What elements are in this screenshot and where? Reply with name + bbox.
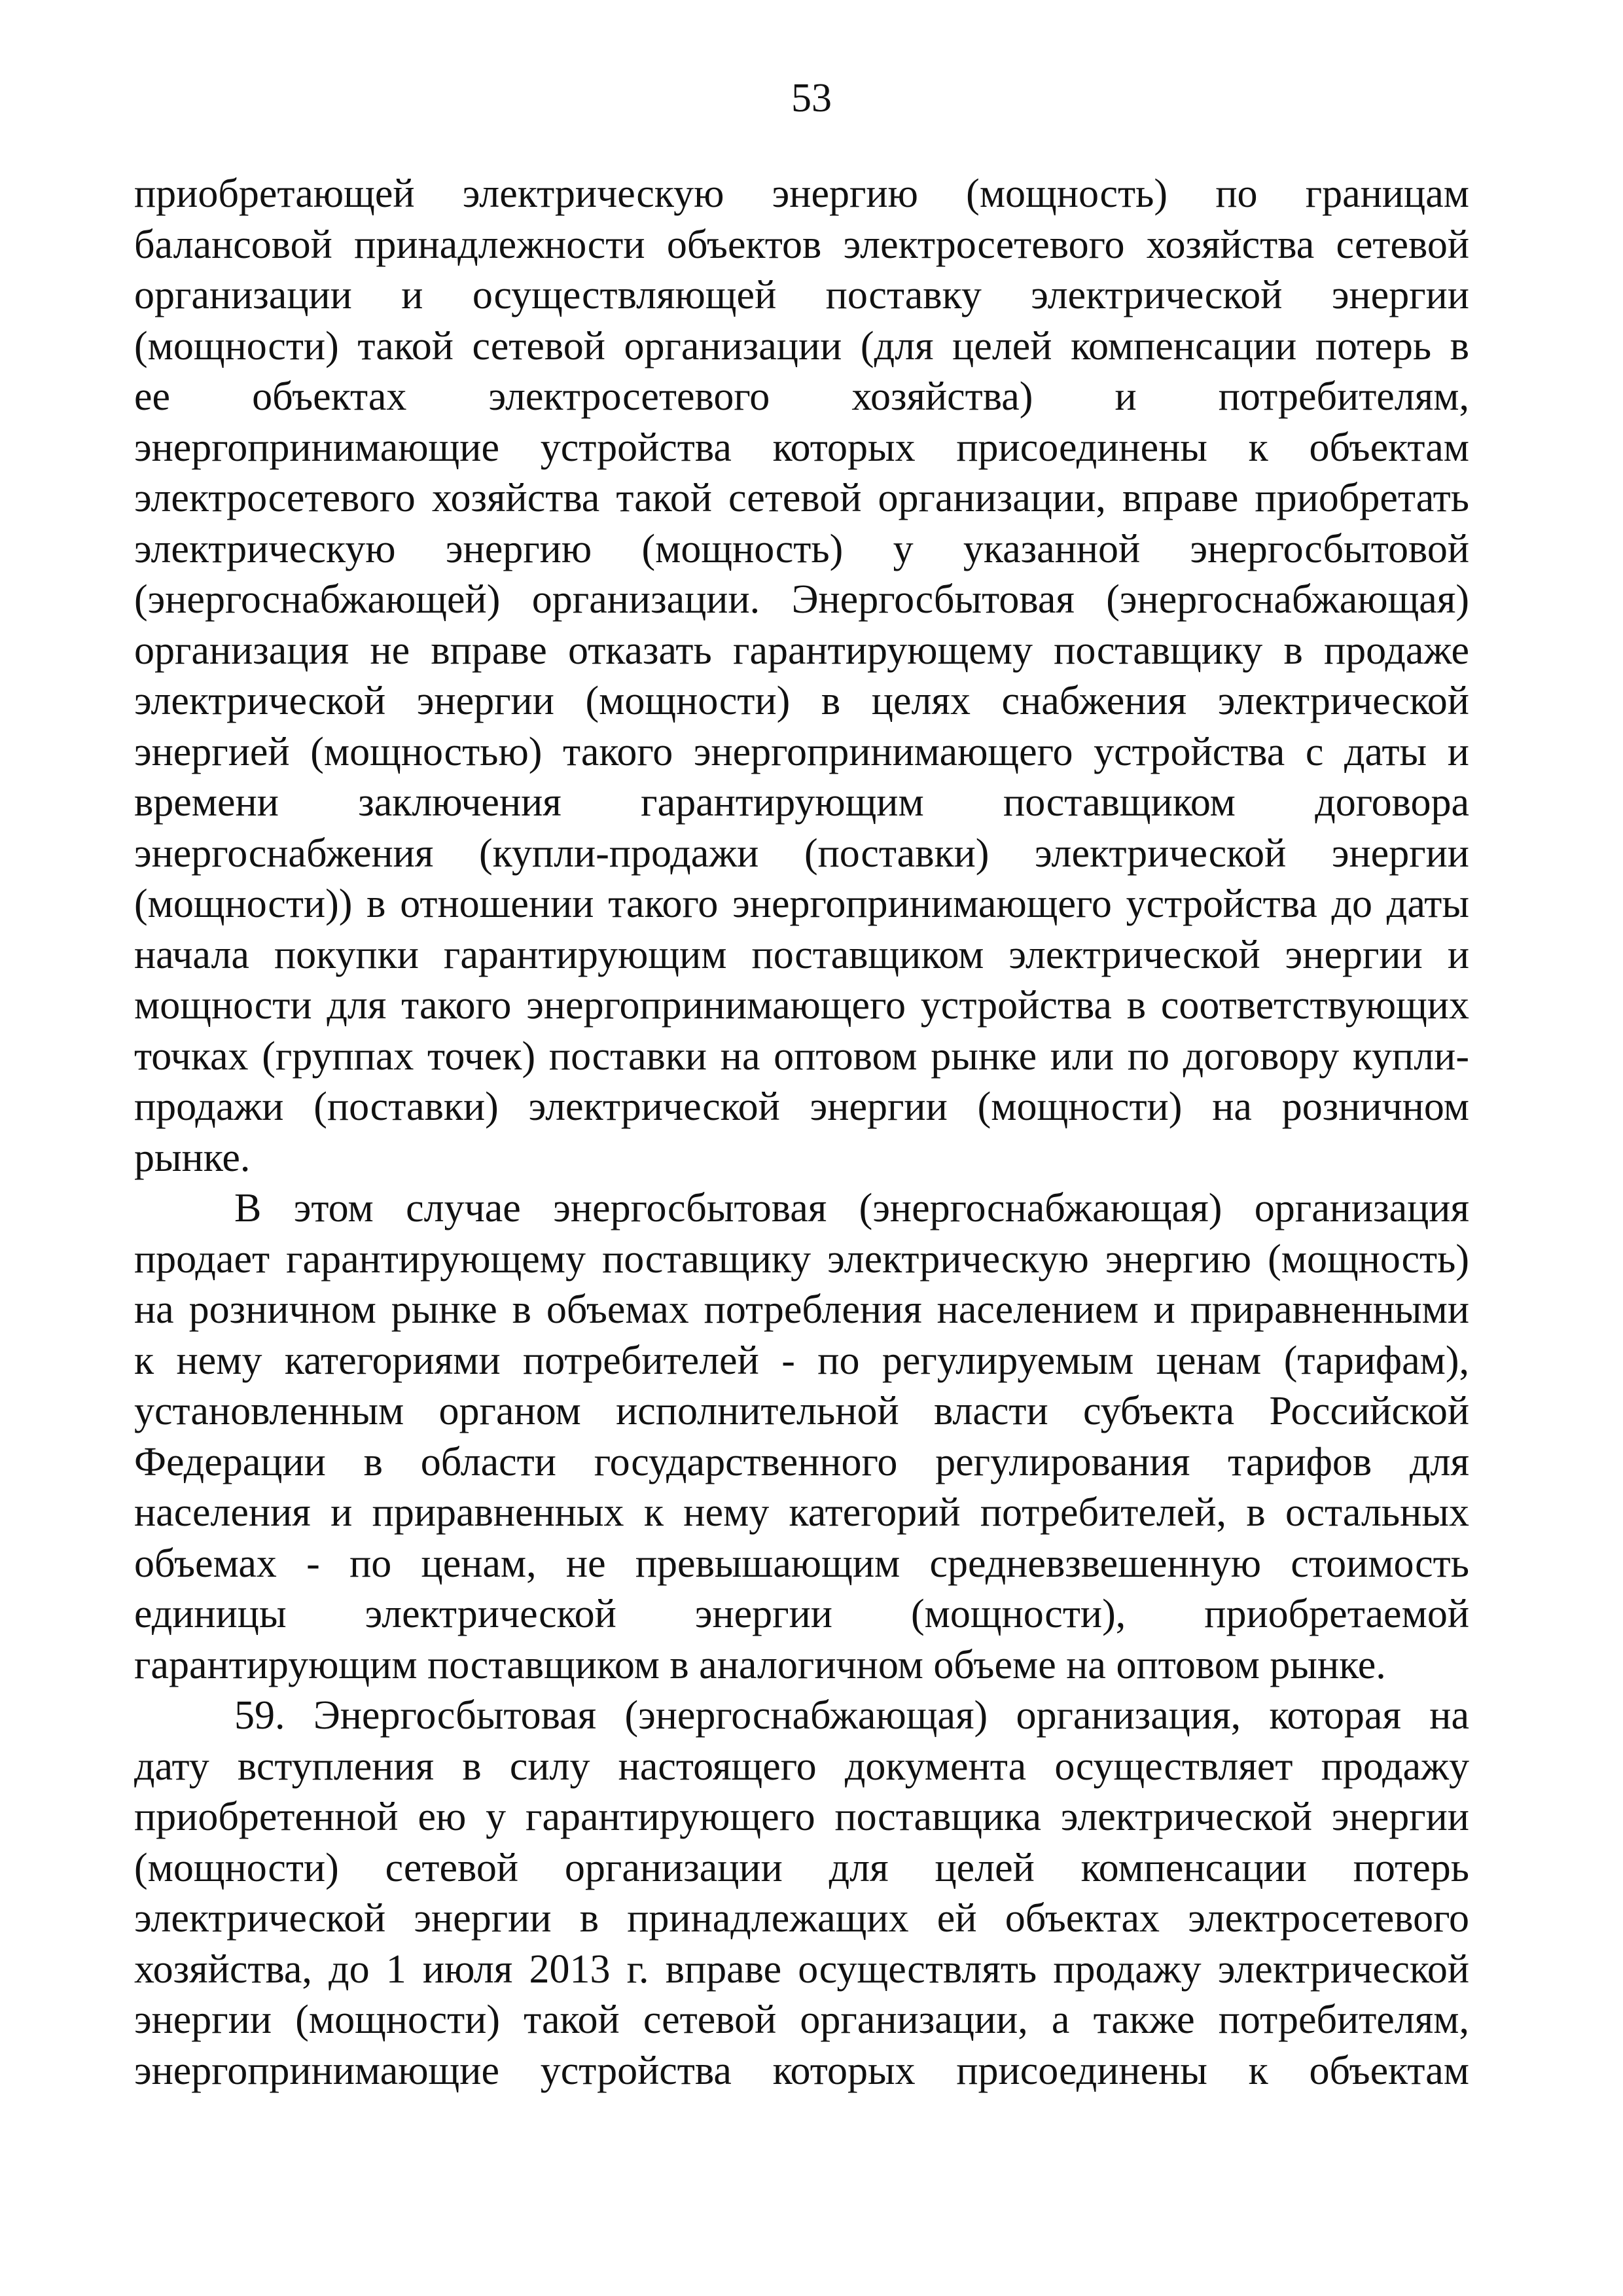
text-line: организация не вправе отказать гарантирующему поставщику в продаже (134, 628, 1469, 673)
text-line-paragraph-start: 59. Энергосбытовая (энергоснабжающая) организация, которая на (234, 1693, 1469, 1738)
page-number: 53 (791, 76, 832, 120)
text-line: начала покупки гарантирующим поставщиком электрической энергии и (134, 932, 1469, 977)
text-line: дату вступления в силу настоящего документа осуществляет продажу (134, 1744, 1469, 1789)
text-line: энергоснабжения (купли-продажи (поставки) электрической энергии (134, 831, 1469, 876)
text-line: установленным органом исполнительной власти субъекта Российской (134, 1389, 1469, 1433)
text-line: ее объектах электросетевого хозяйства) и потребителям, (134, 374, 1469, 419)
text-line: электрической энергии (мощности) в целях снабжения электрической (134, 679, 1469, 723)
text-line: (мощности)) в отношении такого энергопринимающего устройства до даты (134, 882, 1469, 926)
text-line: единицы электрической энергии (мощности), приобретаемой (134, 1592, 1469, 1636)
text-line: населения и приравненных к нему категорий потребителей, в остальных (134, 1490, 1469, 1535)
text-line-paragraph-start: В этом случае энергосбытовая (энергоснабжающая) организация (234, 1186, 1469, 1230)
text-line-paragraph-end: рынке. (134, 1135, 251, 1180)
text-line: (энергоснабжающей) организации. Энергосбытовая (энергоснабжающая) (134, 577, 1469, 622)
text-line: хозяйства, до 1 июля 2013 г. вправе осуществлять продажу электрической (134, 1946, 1469, 1992)
text-line: электрическую энергию (мощность) у указанной энергосбытовой (134, 526, 1469, 571)
text-line: балансовой принадлежности объектов электросетевого хозяйства сетевой (134, 222, 1469, 267)
text-line: на розничном рынке в объемах потребления населением и приравненными (134, 1287, 1469, 1332)
text-line: организации и осуществляющей поставку электрической энергии (134, 273, 1469, 317)
text-line: Федерации в области государственного регулирования тарифов для (134, 1439, 1469, 1484)
text-line: приобретенной ею у гарантирующего поставщика электрической энергии (134, 1795, 1469, 1839)
text-line: (мощности) сетевой организации для целей компенсации потерь (134, 1845, 1469, 1890)
text-line: к нему категориями потребителей - по регулируемым ценам (тарифам), (134, 1338, 1469, 1383)
text-line-paragraph-end: гарантирующим поставщиком в аналогичном объеме на оптовом рынке. (134, 1642, 1386, 1687)
text-line: продажи (поставки) электрической энергии (мощности) на розничном (134, 1085, 1469, 1129)
text-line: (мощности) такой сетевой организации (для целей компенсации потерь в (134, 323, 1469, 368)
text-line: объемах - по ценам, не превышающим средневзвешенную стоимость (134, 1541, 1469, 1586)
body-text (134, 169, 1469, 2096)
text-line: энергии (мощности) такой сетевой организации, а также потребителям, (134, 1998, 1469, 2042)
text-line: энергопринимающие устройства которых присоединены к объектам (134, 425, 1469, 470)
text-line: электрической энергии в принадлежащих ей объектах электросетевого (134, 1896, 1469, 1941)
text-line: продает гарантирующему поставщику электрическую энергию (мощность) (134, 1236, 1469, 1282)
text-line: точках (группах точек) поставки на оптовом рынке или по договору купли- (134, 1033, 1469, 1079)
text-line: приобретающей электрическую энергию (мощность) по границам (134, 171, 1469, 216)
text-line: электросетевого хозяйства такой сетевой организации, вправе приобретать (134, 476, 1469, 520)
text-line: времени заключения гарантирующим поставщиком договора (134, 780, 1469, 825)
text-line: мощности для такого энергопринимающего устройства в соответствующих (134, 983, 1469, 1028)
text-line: энергией (мощностью) такого энергопринимающего устройства с даты и (134, 729, 1469, 774)
text-line: энергопринимающие устройства которых присоединены к объектам (134, 2048, 1469, 2093)
